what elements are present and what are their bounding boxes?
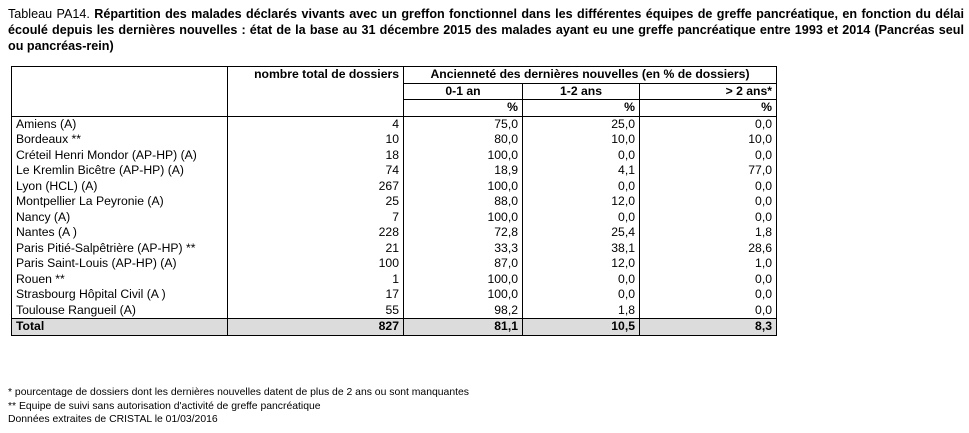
cell-pct-0-1-an: 100,0 (404, 179, 523, 195)
cell-pct-0-1-an: 18,9 (404, 163, 523, 179)
table-row (12, 194, 777, 210)
cell-pct-0-1-an: 100,0 (404, 272, 523, 288)
cell-pct-1-2-ans: 25,0 (523, 116, 640, 132)
table-row (12, 148, 777, 164)
cell-team-name: Total (12, 319, 228, 336)
table-row (12, 116, 777, 132)
cell-pct-0-1-an: 75,0 (404, 116, 523, 132)
header-row-2 (12, 83, 777, 100)
cell-team-name: Lyon (HCL) (A) (12, 179, 228, 195)
cell-total-dossiers: 10 (228, 132, 404, 148)
table-row (12, 225, 777, 241)
table-row (12, 179, 777, 195)
cell-pct-plus-2-ans: 0,0 (640, 116, 777, 132)
cell-total-dossiers: 267 (228, 179, 404, 195)
cell-pct-plus-2-ans: 8,3 (640, 319, 777, 336)
cell-total-dossiers: 827 (228, 319, 404, 336)
cell-total-dossiers: 55 (228, 303, 404, 319)
cell-pct-1-2-ans: 0,0 (523, 287, 640, 303)
header-1-2-ans: 1-2 ans (523, 83, 640, 100)
cell-total-dossiers: 228 (228, 225, 404, 241)
table-body (12, 67, 777, 336)
cell-pct-plus-2-ans: 0,0 (640, 194, 777, 210)
cell-team-name: Amiens (A) (12, 116, 228, 132)
cell-pct-plus-2-ans: 0,0 (640, 287, 777, 303)
cell-pct-plus-2-ans: 0,0 (640, 210, 777, 226)
header-row-3 (12, 100, 777, 117)
cell-pct-plus-2-ans: 28,6 (640, 241, 777, 257)
header-plus-2-ans: > 2 ans* (640, 83, 777, 100)
footnotes (8, 386, 469, 427)
cell-pct-0-1-an: 72,8 (404, 225, 523, 241)
table-caption (8, 6, 964, 54)
table-row (12, 241, 777, 257)
cell-pct-0-1-an: 81,1 (404, 319, 523, 336)
cell-pct-1-2-ans: 0,0 (523, 148, 640, 164)
total-row (12, 319, 777, 336)
cell-pct-1-2-ans: 38,1 (523, 241, 640, 257)
cell-team-name: Nancy (A) (12, 210, 228, 226)
cell-pct-1-2-ans: 0,0 (523, 210, 640, 226)
unit-percent-2plus: % (640, 100, 777, 117)
source-note: Données extraites de CRISTAL le 01/03/2016 (8, 414, 218, 425)
table-row (12, 303, 777, 319)
footnote-asterisk: * pourcentage de dossiers dont les dernières nouvelles datent de plus de 2 ans ou sont manquantes (8, 387, 469, 398)
header-empty-cell (12, 67, 228, 84)
cell-team-name: Toulouse Rangueil (A) (12, 303, 228, 319)
header-0-1-an: 0-1 an (404, 83, 523, 100)
cell-pct-plus-2-ans: 0,0 (640, 148, 777, 164)
cell-pct-0-1-an: 98,2 (404, 303, 523, 319)
cell-team-name: Nantes (A ) (12, 225, 228, 241)
cell-team-name: Paris Saint-Louis (AP-HP) (A) (12, 256, 228, 272)
cell-pct-plus-2-ans: 0,0 (640, 272, 777, 288)
header-row-1 (12, 67, 777, 84)
cell-pct-1-2-ans: 12,0 (523, 194, 640, 210)
cell-total-dossiers: 74 (228, 163, 404, 179)
cell-total-dossiers: 18 (228, 148, 404, 164)
cell-pct-0-1-an: 100,0 (404, 287, 523, 303)
cell-team-name: Rouen ** (12, 272, 228, 288)
header-anciennete-group: Ancienneté des dernières nouvelles (en % de dossiers) (404, 67, 777, 84)
cell-pct-0-1-an: 100,0 (404, 148, 523, 164)
cell-pct-plus-2-ans: 0,0 (640, 303, 777, 319)
table-row (12, 287, 777, 303)
cell-pct-plus-2-ans: 1,0 (640, 256, 777, 272)
cell-pct-1-2-ans: 1,8 (523, 303, 640, 319)
cell-total-dossiers: 21 (228, 241, 404, 257)
cell-pct-0-1-an: 87,0 (404, 256, 523, 272)
cell-team-name: Paris Pitié-Salpêtrière (AP-HP) ** (12, 241, 228, 257)
data-table (11, 66, 777, 336)
cell-team-name: Créteil Henri Mondor (AP-HP) (A) (12, 148, 228, 164)
cell-team-name: Le Kremlin Bicêtre (AP-HP) (A) (12, 163, 228, 179)
cell-pct-1-2-ans: 4,1 (523, 163, 640, 179)
cell-pct-0-1-an: 80,0 (404, 132, 523, 148)
cell-pct-plus-2-ans: 77,0 (640, 163, 777, 179)
cell-team-name: Strasbourg Hôpital Civil (A ) (12, 287, 228, 303)
table-row (12, 210, 777, 226)
cell-total-dossiers: 100 (228, 256, 404, 272)
cell-pct-1-2-ans: 10,0 (523, 132, 640, 148)
cell-team-name: Bordeaux ** (12, 132, 228, 148)
cell-total-dossiers: 17 (228, 287, 404, 303)
caption-text: Répartition des malades déclarés vivants avec un greffon fonctionnel dans les différentes équipes de greffe pancréatique, en fonction du délai écoulé depuis les dernières nouvelles : état de la base au 31 décembre 2015 des malades ayant eu une greffe pancréatique entre 1993 et 2014 (Pancréas seul ou pancréas-rein) (8, 7, 964, 53)
table-row (12, 272, 777, 288)
cell-pct-1-2-ans: 25,4 (523, 225, 640, 241)
cell-pct-plus-2-ans: 0,0 (640, 179, 777, 195)
cell-team-name: Montpellier La Peyronie (A) (12, 194, 228, 210)
cell-pct-1-2-ans: 0,0 (523, 179, 640, 195)
unit-percent-1-2: % (523, 100, 640, 117)
unit-percent-0-1: % (404, 100, 523, 117)
cell-pct-1-2-ans: 12,0 (523, 256, 640, 272)
cell-pct-0-1-an: 100,0 (404, 210, 523, 226)
table-row (12, 256, 777, 272)
cell-pct-0-1-an: 33,3 (404, 241, 523, 257)
cell-total-dossiers: 25 (228, 194, 404, 210)
cell-pct-0-1-an: 88,0 (404, 194, 523, 210)
cell-pct-1-2-ans: 0,0 (523, 272, 640, 288)
cell-pct-1-2-ans: 10,5 (523, 319, 640, 336)
footnote-double-asterisk: ** Equipe de suivi sans autorisation d'activité de greffe pancréatique (8, 400, 321, 412)
cell-total-dossiers: 4 (228, 116, 404, 132)
cell-total-dossiers: 1 (228, 272, 404, 288)
cell-total-dossiers: 7 (228, 210, 404, 226)
header-total-dossiers: nombre total de dossiers (228, 67, 404, 84)
table-row (12, 163, 777, 179)
cell-pct-plus-2-ans: 10,0 (640, 132, 777, 148)
table-row (12, 132, 777, 148)
cell-pct-plus-2-ans: 1,8 (640, 225, 777, 241)
caption-prefix: Tableau PA14. (8, 7, 90, 21)
